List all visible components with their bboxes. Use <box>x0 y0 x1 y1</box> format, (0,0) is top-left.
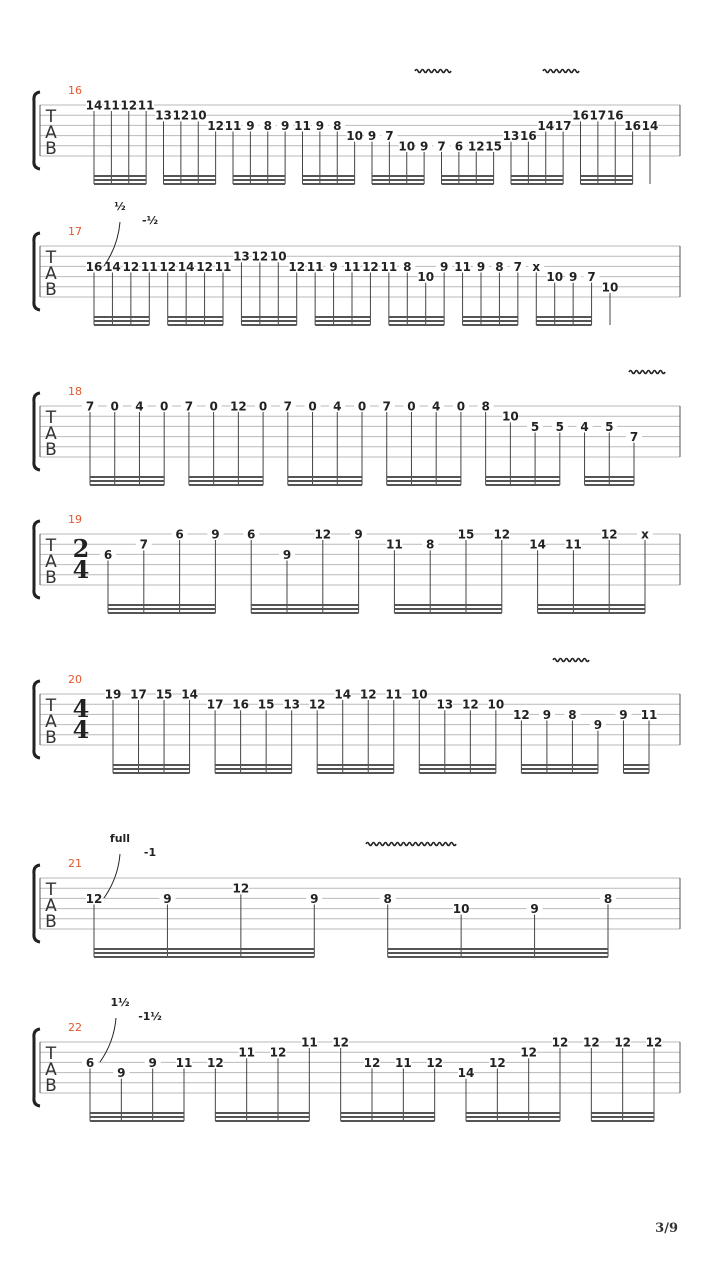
measure-number: 19 <box>68 513 82 526</box>
fret-number: 9 <box>329 259 338 274</box>
fret-number: 11 <box>385 687 403 702</box>
fret-number: 10 <box>601 280 619 295</box>
fret-number: 6 <box>454 139 464 154</box>
fret-number: 0 <box>308 399 317 414</box>
fret-number: 12 <box>314 527 332 542</box>
fret-number: 0 <box>258 399 268 414</box>
fret-number: 4 <box>432 399 441 414</box>
bend-label: -½ <box>142 214 158 227</box>
fret-number: 7 <box>587 270 596 285</box>
tab-clef-letter: T <box>45 107 57 127</box>
fret-number: 9 <box>542 707 552 722</box>
fret-number: 8 <box>481 399 490 414</box>
fret-number: 12 <box>467 139 485 154</box>
fret-number: 12 <box>363 1055 381 1070</box>
fret-number: 14 <box>104 259 121 274</box>
fret-number: 14 <box>529 537 546 552</box>
tab-clef-letter: T <box>45 248 57 268</box>
fret-number: 12 <box>493 527 511 542</box>
tab-clef-letter: T <box>45 880 57 900</box>
fret-number: 11 <box>640 707 658 722</box>
tab-clef-letter: T <box>45 408 57 428</box>
fret-number: 10 <box>346 129 363 144</box>
fret-number: 11 <box>300 1035 318 1050</box>
fret-number: 12 <box>600 527 618 542</box>
fret-number: 4 <box>333 399 342 414</box>
fret-number: 11 <box>380 259 398 274</box>
fret-number: 9 <box>439 259 449 274</box>
fret-number: 17 <box>589 108 607 123</box>
fret-number: 7 <box>139 537 148 552</box>
bend-label: ½ <box>114 200 126 213</box>
time-signature-bottom: 4 <box>72 555 90 584</box>
tab-clef-letter: A <box>45 123 57 143</box>
measure-number: 20 <box>68 673 82 686</box>
tab-clef-letter: T <box>45 696 57 716</box>
fret-number: 10 <box>398 139 416 154</box>
fret-number: 11 <box>565 537 582 552</box>
fret-number: 9 <box>310 891 319 906</box>
time-signature-top: 4 <box>72 694 90 723</box>
fret-number: 14 <box>334 687 352 702</box>
fret-number: 12 <box>269 1045 287 1060</box>
fret-number: 12 <box>582 1035 600 1050</box>
fret-number: 8 <box>383 891 392 906</box>
fret-number: 11 <box>140 259 158 274</box>
fret-number: 9 <box>246 118 255 133</box>
fret-number: 5 <box>530 419 540 434</box>
system-bracket <box>34 92 40 169</box>
fret-number: 5 <box>555 419 564 434</box>
fret-number: 7 <box>283 399 292 414</box>
fret-number: 9 <box>211 527 220 542</box>
fret-number: 13 <box>283 697 301 712</box>
fret-number: 12 <box>551 1035 569 1050</box>
fret-number: 0 <box>456 399 466 414</box>
fret-number: 6 <box>85 1055 95 1070</box>
fret-number: 9 <box>315 118 325 133</box>
fret-number: 14 <box>641 118 659 133</box>
fret-number: 16 <box>232 697 249 712</box>
fret-number: 9 <box>367 129 377 144</box>
fret-number: 12 <box>251 249 269 264</box>
tab-clef-letter: B <box>45 139 57 159</box>
fret-number: 6 <box>247 527 256 542</box>
fret-number: 12 <box>122 259 140 274</box>
fret-number: 16 <box>85 259 103 274</box>
fret-number: 15 <box>485 139 502 154</box>
fret-number: x <box>532 259 541 274</box>
fret-number: 11 <box>386 537 403 552</box>
fret-number: 4 <box>135 399 144 414</box>
vibrato-mark <box>629 371 665 374</box>
time-signature-bottom: 4 <box>72 715 90 744</box>
fret-number: 17 <box>206 697 224 712</box>
fret-number: 14 <box>85 98 103 113</box>
fret-number: 6 <box>175 527 184 542</box>
fret-number: 8 <box>568 707 577 722</box>
fret-number: 11 <box>224 118 242 133</box>
fret-number: 14 <box>177 259 195 274</box>
fret-number: 12 <box>359 687 377 702</box>
fret-number: 14 <box>181 687 198 702</box>
tab-clef-letter: T <box>45 536 57 556</box>
fret-number: 12 <box>172 108 190 123</box>
fret-number: 7 <box>382 399 391 414</box>
tab-clef-letter: A <box>45 896 57 916</box>
bend-label: 1½ <box>110 996 130 1009</box>
fret-number: x <box>641 527 649 542</box>
fret-number: 13 <box>436 697 454 712</box>
fret-number: 7 <box>629 430 639 445</box>
measure-number: 16 <box>68 84 82 97</box>
fret-number: 14 <box>537 118 555 133</box>
fret-number: 9 <box>282 547 292 562</box>
fret-number: 0 <box>110 399 119 414</box>
fret-number: 4 <box>580 419 589 434</box>
fret-number: 12 <box>426 1055 444 1070</box>
fret-number: 11 <box>454 259 471 274</box>
fret-number: 13 <box>233 249 250 264</box>
system-bracket <box>34 1029 40 1106</box>
tab-clef-letter: A <box>45 1060 57 1080</box>
fret-number: 12 <box>513 707 530 722</box>
fret-number: 11 <box>103 98 120 113</box>
fret-number: 13 <box>502 129 520 144</box>
fret-number: 11 <box>137 98 155 113</box>
fret-number: 11 <box>394 1055 412 1070</box>
fret-number: 8 <box>333 118 342 133</box>
bend-label: -1½ <box>138 1010 162 1023</box>
fret-number: 8 <box>263 118 272 133</box>
fret-number: 0 <box>209 399 218 414</box>
fret-number: 12 <box>196 259 213 274</box>
fret-number: 17 <box>130 687 147 702</box>
fret-number: 11 <box>214 259 232 274</box>
tab-clef-letter: B <box>45 912 57 932</box>
fret-number: 10 <box>502 409 519 424</box>
fret-number: 9 <box>419 139 429 154</box>
vibrato-mark <box>366 843 456 846</box>
fret-number: 9 <box>163 891 172 906</box>
fret-number: 12 <box>159 259 177 274</box>
fret-number: 7 <box>184 399 194 414</box>
tab-clef-letter: B <box>45 1076 57 1096</box>
tab-clef-letter: A <box>45 424 57 444</box>
system-bracket <box>34 865 40 942</box>
fret-number: 10 <box>189 108 207 123</box>
fret-number: 0 <box>160 399 169 414</box>
fret-number: 12 <box>207 118 224 133</box>
tab-clef-letter: T <box>45 1044 57 1064</box>
fret-number: 17 <box>554 118 572 133</box>
fret-number: 12 <box>232 881 250 896</box>
fret-number: 12 <box>362 259 379 274</box>
tab-clef-letter: B <box>45 568 57 588</box>
fret-number: 12 <box>308 697 326 712</box>
fret-number: 9 <box>568 270 578 285</box>
fret-number: 12 <box>206 1055 224 1070</box>
tab-clef-letter: A <box>45 552 57 572</box>
bend-arrow <box>100 1018 116 1062</box>
fret-number: 12 <box>461 697 479 712</box>
fret-number: 0 <box>407 399 416 414</box>
fret-number: 11 <box>175 1055 193 1070</box>
fret-number: 7 <box>85 399 95 414</box>
fret-number: 9 <box>354 527 363 542</box>
fret-number: 15 <box>155 687 173 702</box>
fret-number: 12 <box>645 1035 663 1050</box>
bend-arrow <box>104 854 120 898</box>
fret-number: 16 <box>520 129 537 144</box>
fret-number: 8 <box>426 537 435 552</box>
system-bracket <box>34 521 40 598</box>
tab-clef-letter: B <box>45 728 57 748</box>
fret-number: 11 <box>294 118 311 133</box>
fret-number: 9 <box>148 1055 157 1070</box>
fret-number: 8 <box>603 891 613 906</box>
fret-number: 9 <box>476 259 486 274</box>
fret-number: 12 <box>230 399 247 414</box>
bend-label: -1 <box>143 846 157 859</box>
fret-number: 19 <box>104 687 122 702</box>
fret-number: 12 <box>614 1035 632 1050</box>
fret-number: 9 <box>593 718 603 733</box>
measure-number: 22 <box>68 1021 82 1034</box>
fret-number: 10 <box>487 697 505 712</box>
fret-number: 10 <box>269 249 287 264</box>
page-number: 3/9 <box>655 1221 678 1236</box>
fret-number: 9 <box>619 707 628 722</box>
fret-number: 10 <box>452 902 470 917</box>
tab-clef-letter: B <box>45 280 57 300</box>
time-signature-top: 2 <box>72 534 90 563</box>
fret-number: 10 <box>410 687 428 702</box>
fret-number: 12 <box>288 259 306 274</box>
fret-number: 16 <box>606 108 624 123</box>
bend-label: full <box>109 832 131 845</box>
measure-number: 21 <box>68 857 82 870</box>
fret-number: 12 <box>332 1035 350 1050</box>
vibrato-mark <box>543 70 579 73</box>
fret-number: 9 <box>530 902 539 917</box>
fret-number: 10 <box>417 270 435 285</box>
fret-number: 15 <box>257 697 275 712</box>
fret-number: 5 <box>605 419 614 434</box>
fret-number: 6 <box>103 547 113 562</box>
fret-number: 10 <box>546 270 564 285</box>
system-bracket <box>34 681 40 758</box>
fret-number: 8 <box>495 259 504 274</box>
fret-number: 13 <box>155 108 172 123</box>
fret-number: 12 <box>85 891 103 906</box>
fret-number: 7 <box>437 139 446 154</box>
system-bracket <box>34 233 40 310</box>
fret-number: 0 <box>357 399 367 414</box>
system-bracket <box>34 393 40 470</box>
measure-number: 18 <box>68 385 82 398</box>
fret-number: 9 <box>117 1066 126 1081</box>
fret-number: 15 <box>457 527 475 542</box>
fret-number: 16 <box>572 108 589 123</box>
measure-number: 17 <box>68 225 82 238</box>
fret-number: 14 <box>457 1066 475 1081</box>
fret-number: 9 <box>280 118 290 133</box>
fret-number: 7 <box>385 129 394 144</box>
vibrato-mark <box>553 659 589 662</box>
fret-number: 11 <box>306 259 324 274</box>
tab-clef-letter: A <box>45 264 57 284</box>
fret-number: 12 <box>120 98 138 113</box>
fret-number: 8 <box>403 259 412 274</box>
fret-number: 16 <box>624 118 641 133</box>
fret-number: 12 <box>488 1055 506 1070</box>
fret-number: 11 <box>343 259 361 274</box>
tab-clef-letter: B <box>45 440 57 460</box>
fret-number: 7 <box>513 259 523 274</box>
tab-clef-letter: A <box>45 712 57 732</box>
fret-number: 11 <box>238 1045 256 1060</box>
fret-number: 12 <box>520 1045 538 1060</box>
vibrato-mark <box>415 70 451 73</box>
